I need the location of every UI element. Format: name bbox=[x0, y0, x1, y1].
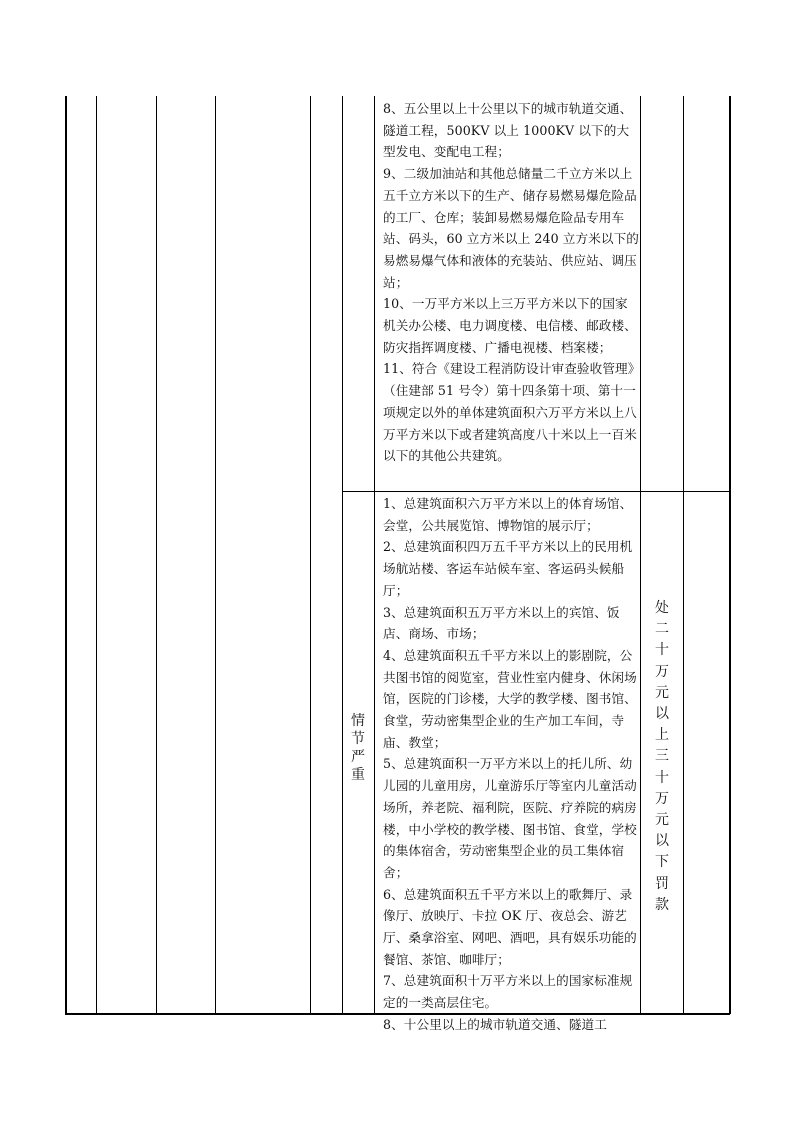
criteria-item: 8、十公里以上的城市轨道交通、隧道工 bbox=[383, 1016, 607, 1032]
penalty-text: 处二十万元以上三十万元以下罚款 bbox=[655, 600, 669, 913]
column-divider bbox=[156, 96, 157, 1014]
criteria-item: 3、总建筑面积五万平方米以上的宾馆、饭店、商场、市场； bbox=[383, 604, 620, 642]
criteria-item: 4、总建筑面积五千平方米以上的影剧院，公共图书馆的阅览室，营业性室内健身、休闲场馆，医院的门诊楼，大学的教学楼、图书馆、食堂，劳动密集型企业的生产加工车间，寺庙、教堂； bbox=[383, 647, 637, 750]
column-divider bbox=[374, 96, 375, 1014]
criteria-item: 5、总建筑面积一万平方米以上的托儿所、幼儿园的儿童用房，儿童游乐厅等室内儿童活动场所，养老院、福利院，医院、疗养院的病房楼，中小学校的教学楼、图书馆、食堂，学校的集体宿舍，劳动密集型企业的员工集体宿舍； bbox=[383, 756, 637, 880]
column-divider bbox=[96, 96, 97, 1014]
criteria-item: 8、五公里以上十公里以下的城市轨道交通、隧道工程，500KV 以上 1000KV 以下的大型发电、变配电工程； bbox=[383, 101, 633, 160]
criteria-cell-upper bbox=[383, 98, 639, 467]
column-divider bbox=[683, 96, 684, 1014]
criteria-item: 2、总建筑面积四万五千平方米以上的民用机场航站楼、客运车站候车室、客运码头候船厅； bbox=[383, 539, 633, 598]
criteria-item: 9、二级加油站和其他总储量二千立方米以上五千立方米以下的生产、储存易燃易爆危险品的工厂、仓库；装卸易燃易爆危险品专用车站、码头，60 立方米以上 240 立方米以下的易燃易爆气体和液体的充装站、供应站、调压站； bbox=[383, 166, 639, 290]
column-divider bbox=[310, 96, 311, 1014]
criteria-item: 7、总建筑面积十万平方米以上的国家标准规定的一类高层住宅。 bbox=[383, 973, 633, 1011]
criteria-item: 6、总建筑面积五千平方米以上的歌舞厅、录像厅、放映厅、卡拉 OK 厅、夜总会、游艺厅、桑拿浴室、网吧、酒吧，具有娱乐功能的餐馆、茶馆、咖啡厅； bbox=[383, 886, 637, 967]
table-border-right bbox=[729, 96, 731, 1014]
criteria-item: 10、一万平方米以上三万平方米以下的国家机关办公楼、电力调度楼、电信楼、邮政楼、防灾指挥调度楼、广播电视楼、档案楼； bbox=[383, 296, 637, 355]
criteria-item: 11、符合《建设工程消防设计审查验收管理》（住建部 51 号令）第十四条第十项、第十一项规定以外的单体建筑面积六万平方米以上八万平方米以下或者建筑高度八十米以上一百米以下的其他公共建筑。 bbox=[383, 361, 637, 464]
column-divider bbox=[215, 96, 216, 1014]
column-divider bbox=[640, 96, 641, 1014]
row-divider bbox=[342, 491, 730, 492]
criteria-cell-lower bbox=[383, 493, 639, 1036]
severity-level: 情节严重 bbox=[351, 713, 365, 783]
criteria-item: 1、总建筑面积六万平方米以上的体育场馆、会堂，公共展览馆、博物馆的展示厅； bbox=[383, 496, 633, 533]
column-divider bbox=[342, 96, 343, 1014]
table-border-left bbox=[65, 96, 67, 1014]
